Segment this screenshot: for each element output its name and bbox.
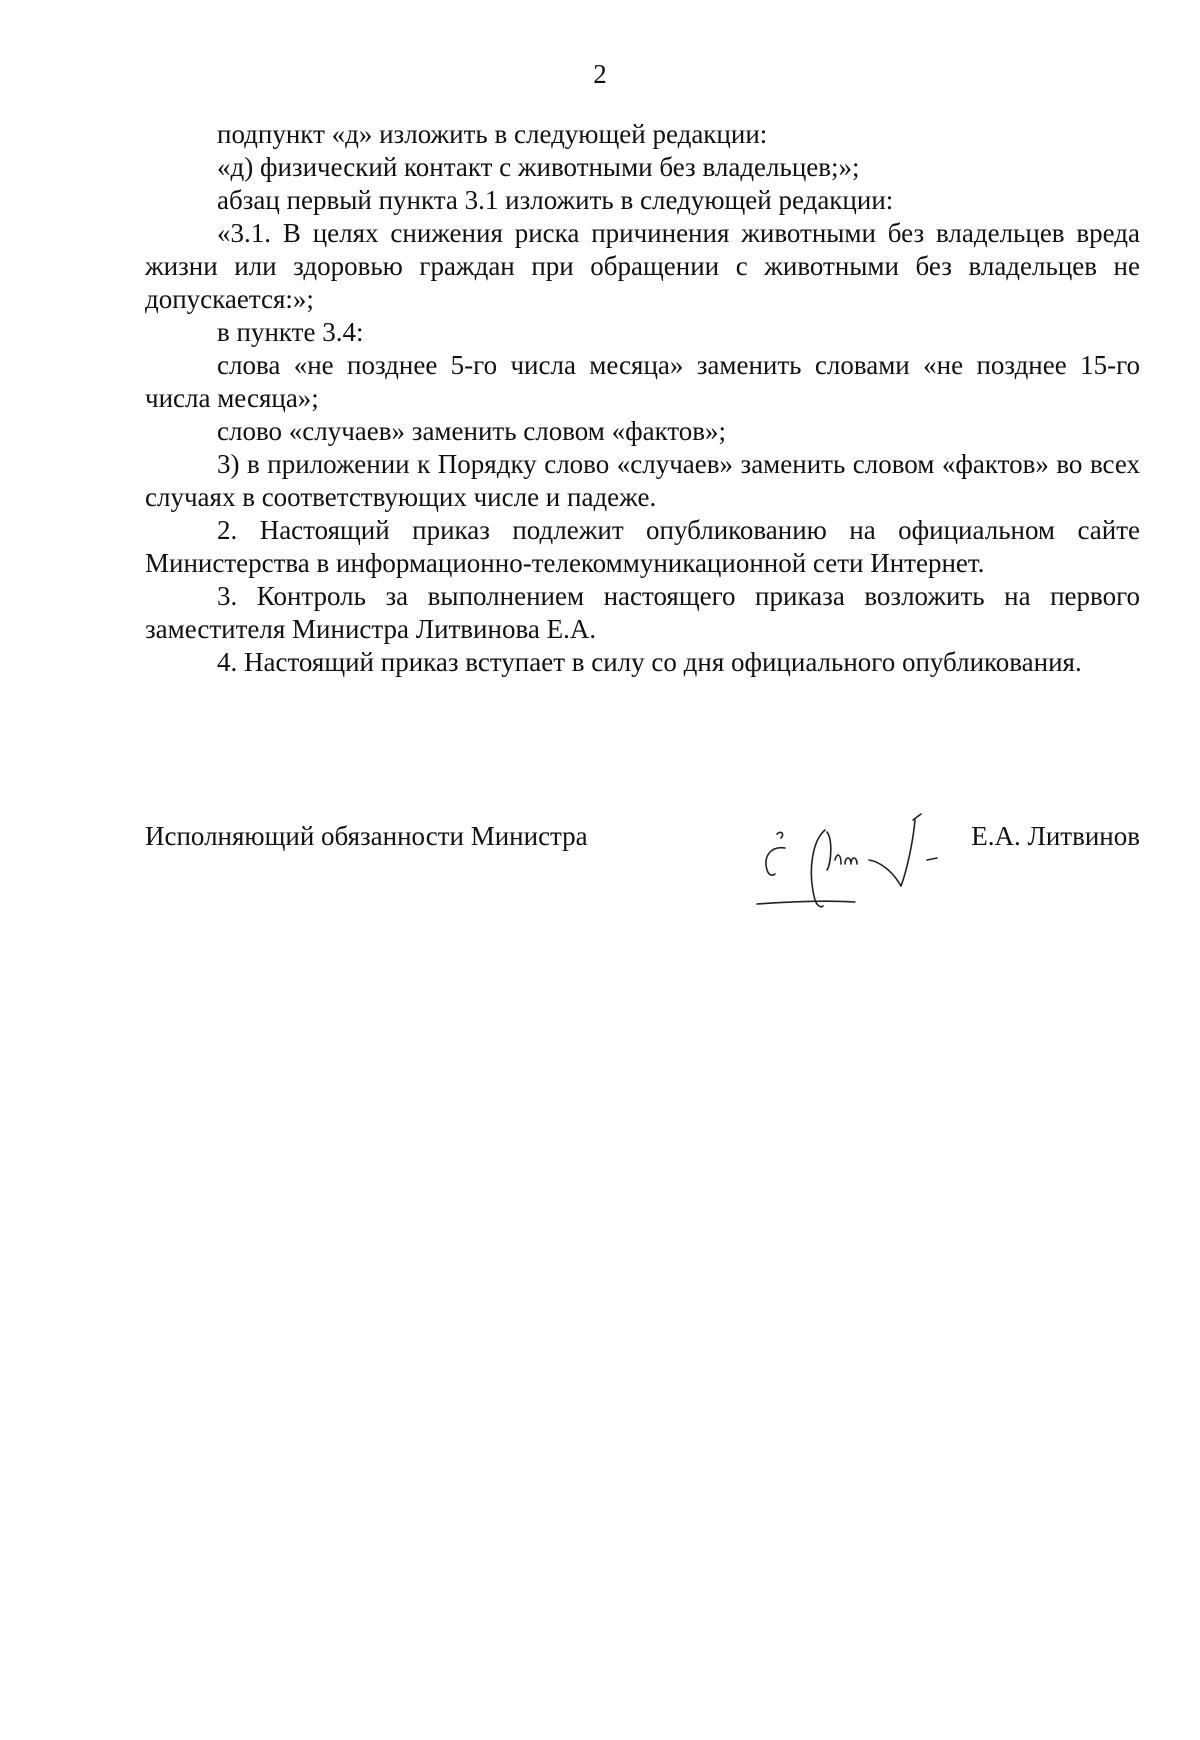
- signature-block: [145, 790, 1140, 910]
- paragraph-item-2-publication: 2. Настоящий приказ подлежит опубликованию на официальном сайте Министерства в информационно-телекоммуникационной сети Интернет.: [145, 515, 1140, 578]
- paragraph-point-3-1-intro: абзац первый пункта 3.1 изложить в следующей редакции:: [217, 185, 894, 215]
- paragraph-point-3-4-intro: в пункте 3.4:: [217, 317, 364, 347]
- paragraph-item-3-appendix: 3) в приложении к Порядку слово «случаев» заменить словом «фактов» во всех случаях в соответствующих числе и падеже.: [145, 449, 1140, 512]
- paragraph-subpoint-d-text: «д) физический контакт с животными без владельцев;»;: [217, 152, 860, 182]
- paragraph-subpoint-d-intro: подпункт «д» изложить в следующей редакции:: [217, 119, 768, 149]
- signatory-name: Е.А. Литвинов: [971, 821, 1140, 851]
- paragraph-item-4-effect: 4. Настоящий приказ вступает в силу со дня официального опубликования.: [217, 647, 1082, 677]
- paragraph-item-3-control: 3. Контроль за выполнением настоящего приказа возложить на первого заместителя Министра Литвинова Е.А.: [145, 581, 1140, 644]
- paragraph-point-3-4-word: слово «случаев» заменить словом «фактов»;: [217, 416, 727, 446]
- signatory-title: Исполняющий обязанности Министра: [145, 821, 588, 851]
- document-body: [145, 118, 1140, 679]
- paragraph-point-3-1-text: «3.1. В целях снижения риска причинения животными без владельцев вреда жизни или здоровью граждан при обращении с животными без владельцев не допускается:»;: [145, 218, 1140, 314]
- page-number: 2: [593, 59, 607, 89]
- paragraph-point-3-4-words: слова «не позднее 5-го числа месяца» заменить словами «не позднее 15-го числа месяца»;: [145, 350, 1140, 413]
